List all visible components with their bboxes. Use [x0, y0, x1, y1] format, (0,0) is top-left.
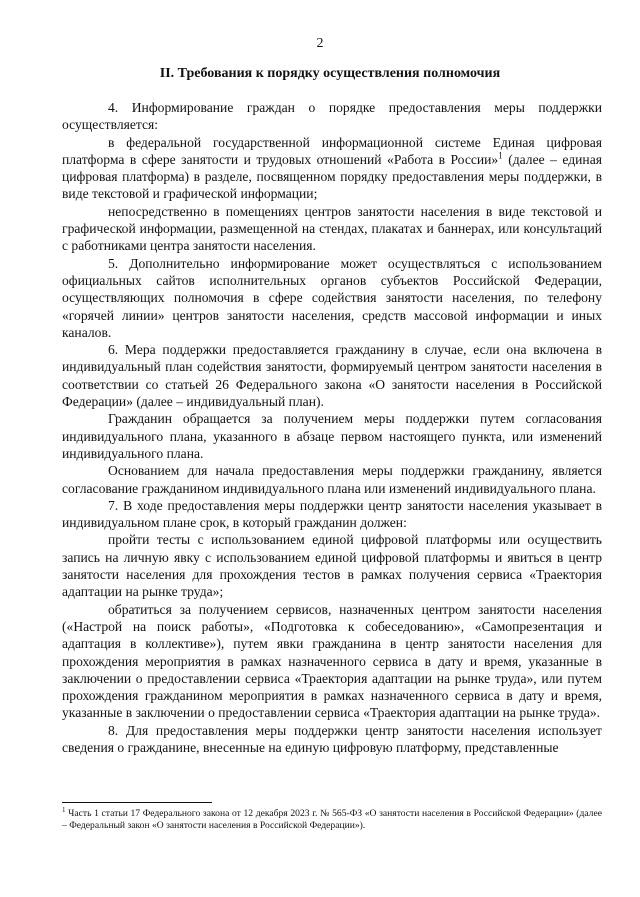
paragraph-4-item-2: непосредственно в помещениях центров занятости населения в виде текстовой и графической информации, размещенной на стендах, плакатах и баннерах, или консультаций с работниками центра занятости населения. — [62, 203, 602, 254]
paragraph-text: в федеральной государственной информационной системе Единая цифровая платформа в сфере занятости и трудовых отношений «Работа в России» — [62, 134, 602, 167]
paragraph-text-continued: (далее – единая цифровая платформа) в разделе, посвященном порядку предоставления меры поддержки, в виде текстовой и графической информации; — [62, 151, 602, 202]
paragraph-6-sub-1: Гражданин обращается за получением меры поддержки путем согласования индивидуального плана, указанного в абзаце первом настоящего пункта, или изменений индивидуального плана. — [62, 411, 602, 461]
section-heading: II. Требования к порядку осуществления полномочия — [159, 66, 501, 81]
paragraph-5: 5. Дополнительно информирование может осуществляться с использованием официальных сайтов исполнительных органов субъектов Российской Федерации, осуществляющих полномочия в сфере содействия занятости населения, по телефону «горячей линии» центров занятости населения, средств массовой информации и иных каналов. — [62, 255, 602, 340]
paragraph-4-item-1 — [62, 134, 602, 203]
page-number: 2 — [316, 36, 324, 51]
footnote — [62, 805, 602, 832]
paragraph-4: 4. Информирование граждан о порядке предоставления меры поддержки осуществляется: — [62, 100, 602, 133]
footnote-text: Часть 1 статьи 17 Федерального закона от 12 декабря 2023 г. № 565-ФЗ «О занятости населения в Российской Федерации» (далее – Федеральный закон «О занятости населения в Российской Федерации»). — [62, 808, 602, 831]
footnote-marker: 1 — [62, 805, 66, 814]
paragraph-8: 8. Для предоставления меры поддержки центр занятости населения использует сведения о гражданине, внесенные на единую цифровую платформу, представленные — [62, 722, 602, 755]
paragraph-7: 7. В ходе предоставления меры поддержки центр занятости населения указывает в индивидуальном плане срок, в который гражданин должен: — [62, 497, 602, 531]
footnote-divider — [62, 802, 212, 803]
body-text — [62, 99, 602, 756]
paragraph-7-item-2: обратиться за получением сервисов, назначенных центром занятости населения («Настрой на поиск работы», «Подготовка к собеседованию», «Самопрезентация и адаптация в коллективе»), путем явки гражданина в центр занятости населения для прохождения мероприятия в рамках назначенного сервиса в дату и время, указанные в заключении о предоставлении сервиса «Траектория адаптации на рынке труда», или путем прохождения гражданином мероприятия в рамках назначенного сервиса в дату и время, указанные в заключении о предоставлении сервиса «Траектория адаптации на рынке труда». — [62, 601, 602, 721]
paragraph-7-item-1: пройти тесты с использованием единой цифровой платформы или осуществить запись на личную явку с использованием единой цифровой платформы и явиться в центр занятости населения для прохождения тестов в рамках получения сервиса «Траектория адаптации на рынке труда»; — [62, 532, 602, 600]
paragraph-6-sub-2: Основанием для начала предоставления меры поддержки гражданину, является согласование гражданином индивидуального плана или изменений индивидуального плана. — [62, 463, 602, 496]
footnote-reference: 1 — [498, 150, 503, 161]
paragraph-6: 6. Мера поддержки предоставляется гражданину в случае, если она включена в индивидуальный план содействия занятости, формируемый центром занятости населения в соответствии со статьей 26 Федерального закона «О занятости населения в Российской Федерации» (далее – индивидуальный план). — [62, 342, 602, 410]
